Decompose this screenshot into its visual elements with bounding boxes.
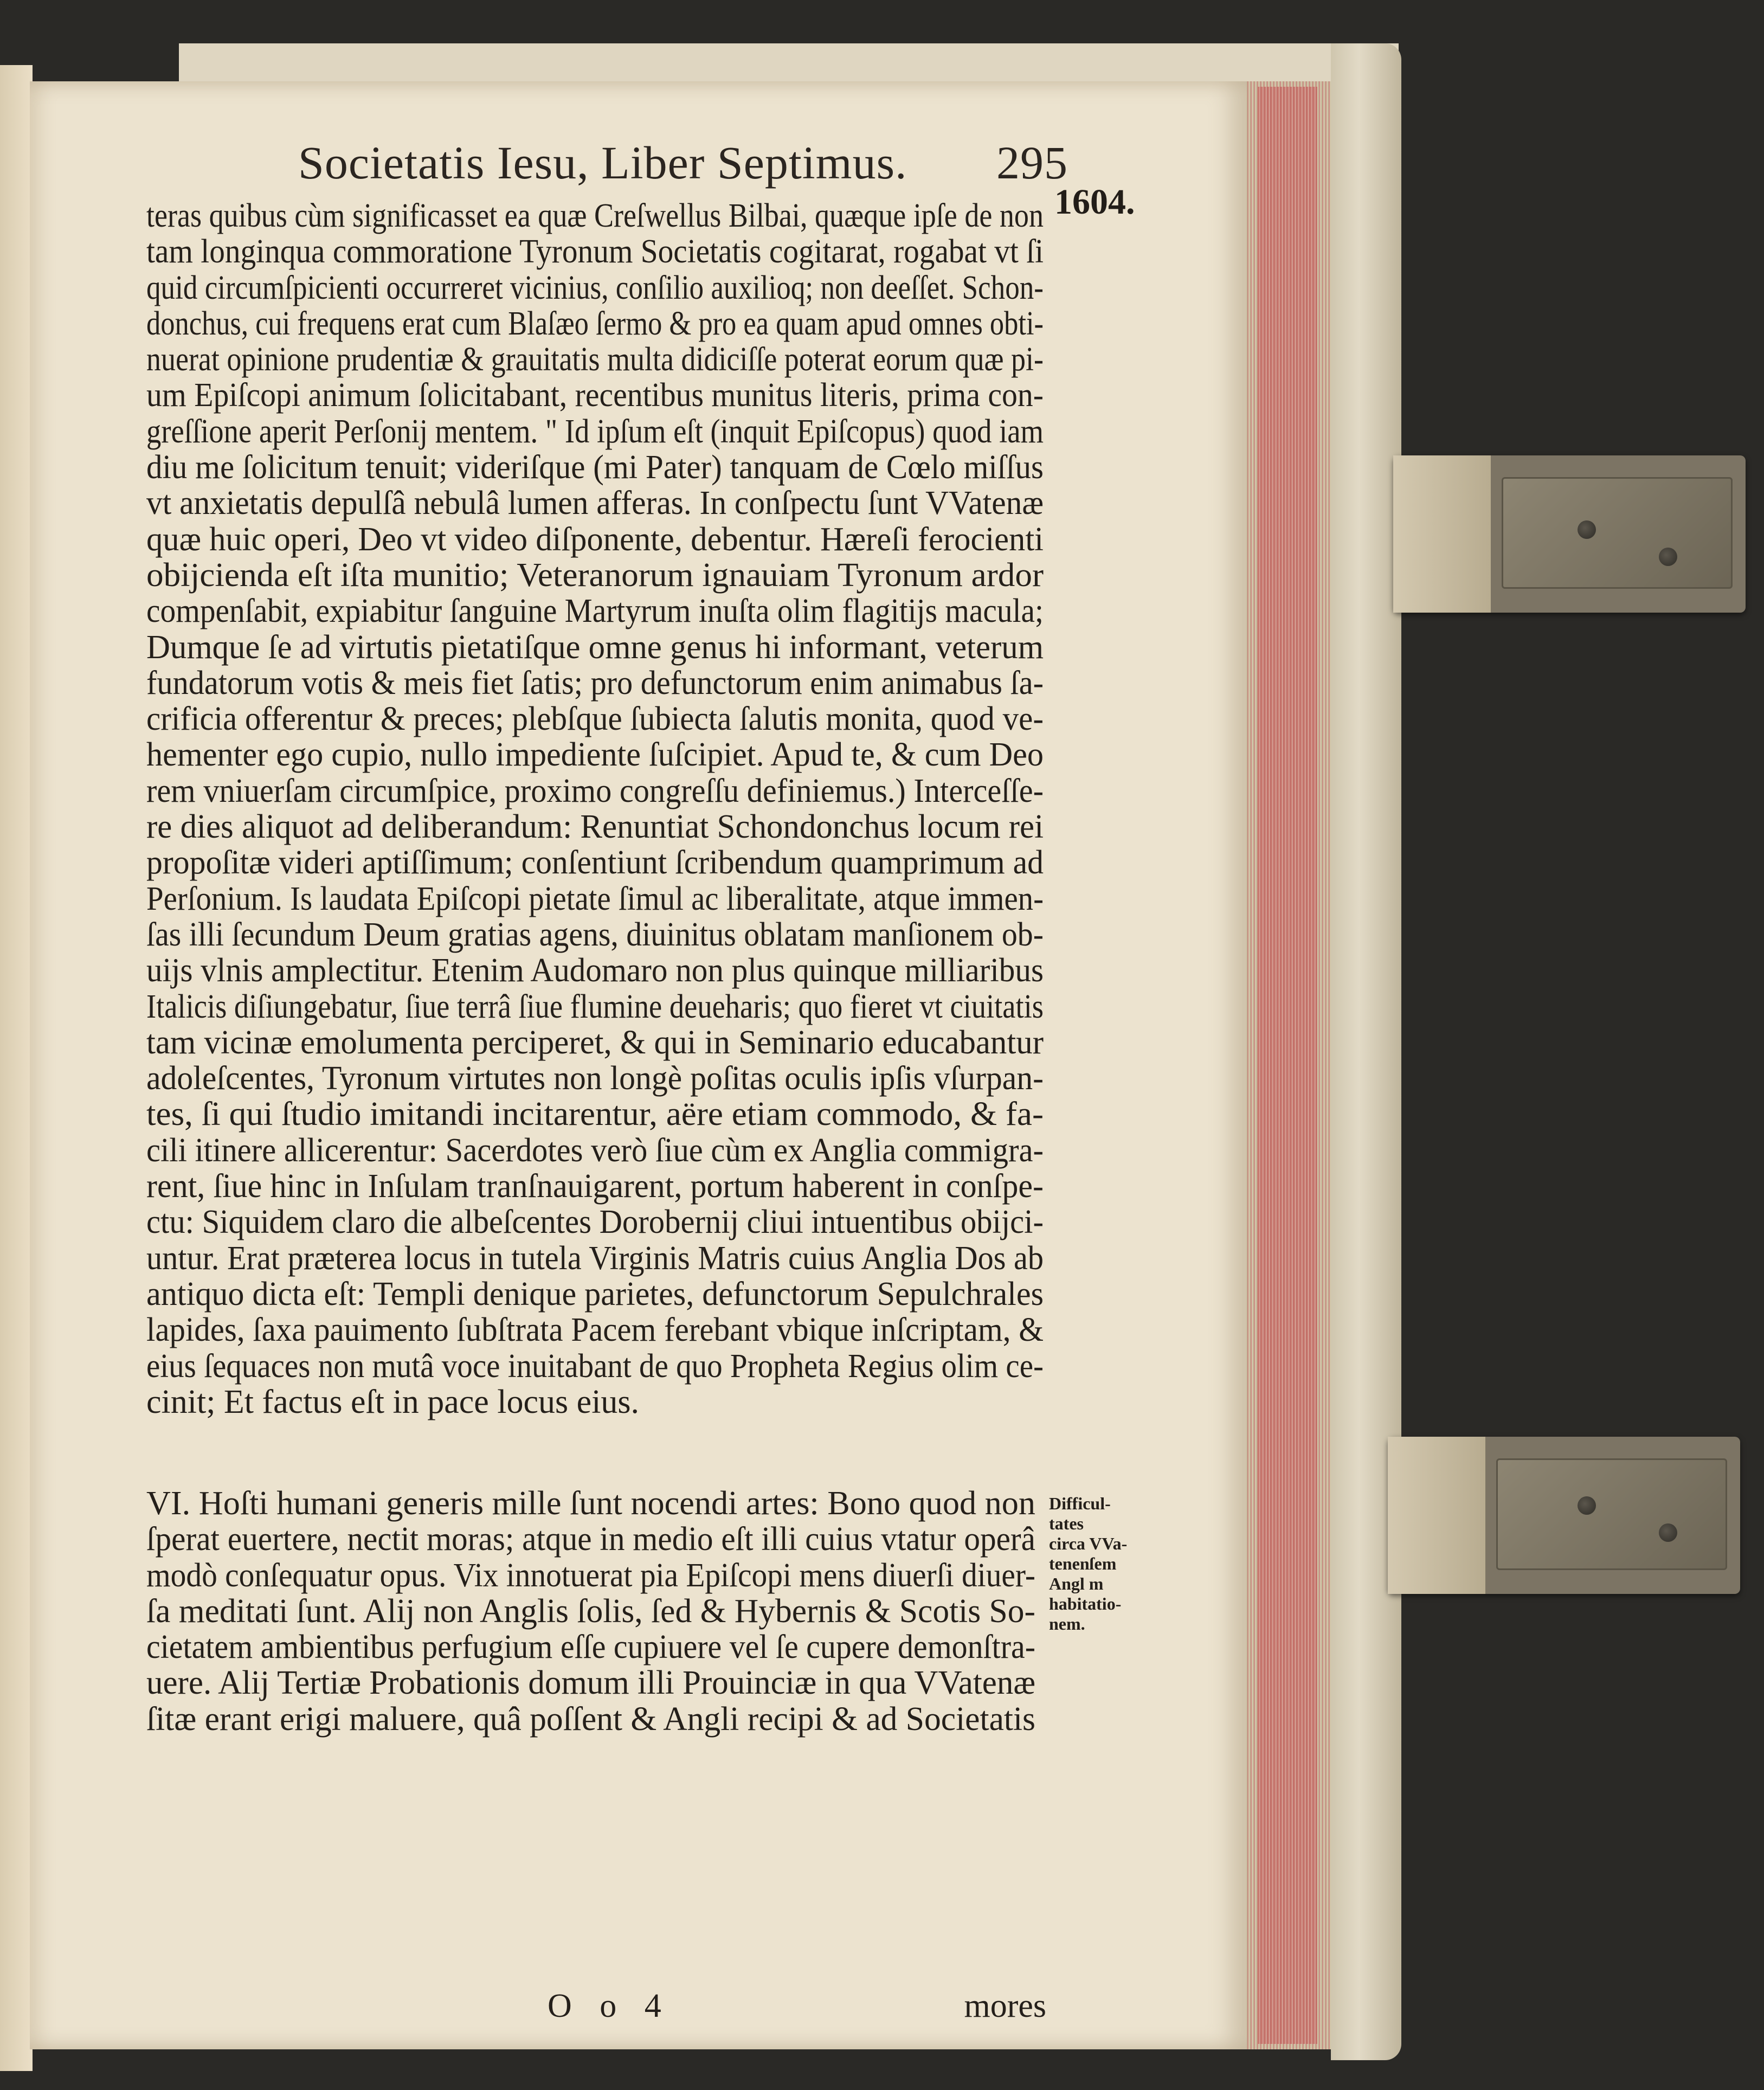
text-line: vt anxietatis depulſâ nebulâ lumen afferas. In conſpectu ſunt VVatenæ [146,485,1044,522]
text-line: tam vicinæ emolumenta perciperet, & qui in Seminario educabantur [146,1024,1044,1061]
text-line: re dies aliquot ad deliberandum: Renuntiat Schondonchus locum rei [146,808,1044,846]
text-line: uere. Alij Tertiæ Probationis domum illi Prouinciæ in qua VVatenæ [146,1664,1035,1702]
text-line: antiquo dicta eſt: Templi denique parietes, defunctorum Sepulchrales [146,1275,1044,1313]
text-line: nuerat opinione prudentiæ & grauitatis multa didiciſſe poterat eorum quæ pi- [146,341,1044,378]
marginal-note-line: tates [1049,1514,1084,1533]
text-line: ſperat euertere, nectit moras; atque in medio eſt illi cuius vtatur operâ [146,1521,1035,1558]
text-line: compenſabit, expiabitur ſanguine Martyrum inuſta olim flagitijs macula; [146,593,1044,630]
text-line: fundatorum votis & meis fiet ſatis; pro defunctorum enim animabus ſa- [146,664,1044,702]
running-head [298,136,1068,195]
clasp-rivet [1578,520,1596,539]
text-line: um Epiſcopi animum ſolicitabant, recentibus munitus literis, prima con- [146,377,1044,414]
book-cover-edge [1331,43,1401,2060]
text-line: lapides, ſaxa pauimento ſubſtrata Pacem ferebant vbique inſcriptam, & [146,1311,1044,1349]
text-line: modò conſequatur opus. Vix innotuerat pia Epiſcopi mens diuerſi diuer- [146,1557,1035,1594]
text-line: teras quibus cùm significasset ea quæ Creſwellus Bilbai, quæque ipſe de non [146,197,1044,234]
text-line: diu me ſolicitum tenuit; videriſque (mi Pater) tanquam de Cœlo miſſus [146,449,1044,486]
text-line: tam longinqua commoratione Tyronum Societatis cogitarat, rogabat vt ſi [146,233,1044,271]
marginal-note [1049,1494,1136,1634]
marginal-note-line: circa VVa- [1049,1534,1128,1553]
text-line: propoſitæ videri aptiſſimum; conſentiunt ſcribendum quamprimum ad [146,844,1044,882]
marginal-note-line: nem. [1049,1614,1085,1634]
text-line: cili itinere allicerentur: Sacerdotes verò ſiue cùm ex Anglia commigra- [146,1131,1044,1169]
marginal-note-line: habitatio- [1049,1594,1122,1613]
marginal-note-line: tenenſem [1049,1554,1117,1573]
text-line: rem vniuerſam circumſpice, proximo congreſſu definiemus.) Interceſſe- [146,772,1044,809]
marginal-note-line: Difficul- [1049,1494,1111,1513]
text-line: ſas illi ſecundum Deum gratias agens, diuinitus oblatam manſionem ob- [146,916,1044,953]
text-line: quid circumſpicienti occurreret vicinius, conſilio auxilioq; non deeſſet. Schon- [146,269,1044,306]
text-line: rent, ſiue hinc in Inſulam tranſnauigarent, portum haberent in conſpe- [146,1168,1044,1205]
text-line: donchus, cui frequens erat cum Blaſæo ſermo & pro ea quam apud omnes obti- [146,305,1044,342]
paragraph-two [146,1485,1035,1737]
clasp-rivet [1578,1496,1596,1515]
marginal-note-line: Angl m [1049,1574,1104,1593]
text-line: ſa meditati ſunt. Alij non Anglis ſolis, ſed & Hybernis & Scotis So- [146,1592,1035,1630]
facing-page-edge [0,65,33,2071]
catchword: mores [964,1988,1046,2024]
signature-mark: O o 4 [548,1988,671,2024]
text-line: ctu: Siquidem claro die albeſcentes Dorobernij cliui intuentibus obijci- [146,1204,1044,1241]
clasp-rivet [1659,1523,1677,1542]
clasp-wood [1393,455,1491,613]
text-line: ſitæ erant erigi maluere, quâ poſſent & Angli recipi & ad Societatis [146,1700,1035,1738]
paragraph-one [146,198,1046,1420]
text-line: untur. Erat præterea locus in tutela Virginis Matris cuius Anglia Dos ab [146,1239,1044,1277]
running-head-title: Societatis Iesu, Liber Septimus. [298,137,907,189]
text-line: hementer ego cupio, nullo impediente ſuſcipiet. Apud te, & cum Deo [146,736,1044,774]
text-line: Italicis diſiungebatur, ſiue terrâ ſiue flumine deueharis; quo fieret vt ciuitatis [146,988,1044,1025]
clasp-plate [1496,1458,1727,1570]
text-line: VI. Hoſti humani generis mille ſunt nocendi artes: Bono quod non [146,1485,1035,1522]
text-line: crificia offerentur & preces; plebſque ſubiecta ſalutis monita, quod ve- [146,700,1044,738]
page-number: 295 [996,137,1068,189]
text-line: tes, ſi qui ſtudio imitandi incitarentur, aëre etiam commodo, & fa- [146,1096,1044,1133]
text-line: cietatem ambientibus perfugium eſſe cupiuere vel ſe cupere demonſtra- [146,1629,1035,1666]
text-line: uijs vlnis amplectitur. Etenim Audomaro non plus quinque milliaribus [146,952,1044,989]
text-line: Dumque ſe ad virtutis pietatiſque omne genus hi informant, veterum [146,628,1044,666]
text-line: obijcienda eſt iſta munitio; Veteranorum ignauiam Tyronum ardor [146,556,1044,594]
text-line: eius ſequaces non mutâ voce inuitabant de quo Propheta Regius olim ce- [146,1347,1044,1385]
text-line: cinit; Et factus eſt in pace locus eius. [146,1383,640,1420]
text-line: adoleſcentes, Tyronum virtutes non longè poſitas oculis ipſis vſurpan- [146,1060,1044,1097]
clasp-plate [1502,477,1733,589]
text-line: Perſonium. Is laudata Epiſcopi pietate ſimul ac liberalitate, atque immen- [146,880,1044,917]
text-line: greſſione aperit Perſonij mentem. " Id ipſum eſt (inquit Epiſcopus) quod iam [146,413,1044,450]
upper-clasp [1393,455,1746,613]
page-footer [146,1987,1046,2030]
year-marginal: 1604. [1054,182,1135,222]
red-sprinkled-edge [1258,87,1317,2044]
text-line: quæ huic operi, Deo vt video diſponente, debentur. Hæreſi ferocienti [146,520,1044,558]
clasp-rivet [1659,548,1677,566]
clasp-wood [1388,1437,1485,1594]
lower-clasp [1388,1437,1740,1594]
